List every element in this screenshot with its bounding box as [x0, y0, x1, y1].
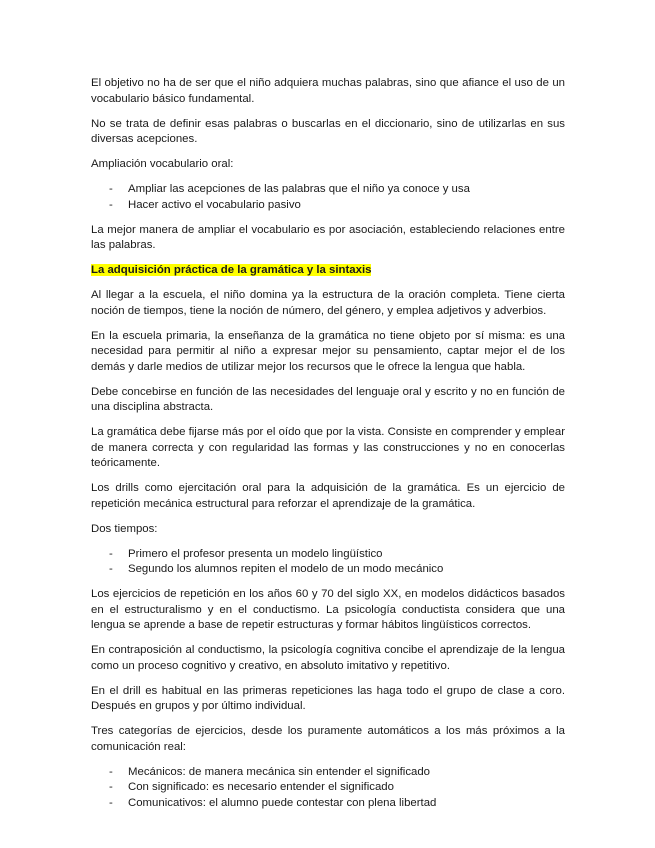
- paragraph-drill-groups: En el drill es habitual en las primeras repeticiones las haga todo el grupo de clase a coro. Después en grupos y por último individual.: [91, 684, 565, 712]
- paragraph-school-arrival: Al llegar a la escuela, el niño domina ya la estructura de la oración completa. Tiene cierta noción de tiempos, tiene la noción de número, del género, y emplea adjetivos y adverbios.: [91, 289, 565, 317]
- dash-bullet: -: [109, 781, 113, 793]
- paragraph-association: La mejor manera de ampliar el vocabulario es por asociación, estableciendo relaciones entre las palabras.: [91, 223, 565, 251]
- paragraph-grammar-ear: La gramática debe fijarse más por el oído que por la vista. Consiste en comprender y emplear de manera correcta y con regularidad las formas y las construcciones y no en conocerlas teóricamente.: [91, 426, 565, 469]
- list-item: [91, 796, 565, 812]
- list-item-text: Segundo los alumnos repiten el modelo de un modo mecánico: [128, 563, 444, 575]
- dash-bullet: -: [109, 183, 113, 195]
- list-item-text: Con significado: es necesario entender el significado: [128, 781, 394, 793]
- dash-bullet: -: [109, 796, 113, 809]
- section-heading-text: La adquisición práctica de la gramática y la sintaxis: [91, 264, 372, 276]
- list-item-text: Primero el profesor presenta un modelo lingüístico: [128, 547, 383, 560]
- list-item: [91, 547, 565, 563]
- list-item-text: Comunicativos: el alumno puede contestar con plena libertad: [128, 796, 437, 809]
- paragraph-oral-vocabulary-label: Ampliación vocabulario oral:: [91, 158, 234, 170]
- section-heading: [91, 263, 565, 279]
- dash-bullet: -: [109, 547, 113, 560]
- paragraph-drills: Los drills como ejercitación oral para la adquisición de la gramática. Es un ejercicio de repetición mecánica estructural para reforzar el aprendizaje de la gramática.: [91, 482, 565, 510]
- paragraph-oral-written-needs: Debe concebirse en función de las necesidades del lenguaje oral y escrito y no en función de una disciplina abstracta.: [91, 385, 565, 413]
- paragraph-cognitive-psychology: En contraposición al conductismo, la psicología cognitiva concibe el aprendizaje de la lengua como un proceso cognitivo y creativo, en absoluto imitativo y repetitivo.: [91, 644, 565, 672]
- list-item-text: Mecánicos: de manera mecánica sin entender el significado: [128, 765, 431, 778]
- paragraph-repetition-history: Los ejercicios de repetición en los años 60 y 70 del siglo XX, en modelos didácticos basados en el estructuralismo y en el conductismo. La psicología conductista considera que una lengua se aprende a base de repetir estructuras y formar hábitos lingüísticos correctos.: [91, 588, 565, 631]
- list-item: [91, 562, 565, 578]
- list-item-text: Ampliar las acepciones de las palabras que el niño ya conoce y usa: [128, 183, 470, 195]
- dash-bullet: -: [109, 765, 113, 778]
- list-two-stages: [91, 547, 565, 578]
- document-page: [91, 76, 565, 821]
- paragraph-exercise-categories: Tres categorías de ejercicios, desde los puramente automáticos a los más próximos a la comunicación real:: [91, 725, 565, 753]
- list-oral-vocabulary: [91, 182, 565, 213]
- list-item: [91, 198, 565, 214]
- list-item: [91, 182, 565, 198]
- paragraph-definitions: No se trata de definir esas palabras o buscarlas en el diccionario, sino de utilizarlas en sus diversas acepciones.: [91, 117, 565, 145]
- paragraph-primary-school: En la escuela primaria, la enseñanza de la gramática no tiene objeto por sí misma: es una necesidad para permitir al niño a expresar mejor su pensamiento, captar mejor el de los demás y darle medios de utilizar mejor los recursos que le ofrece la lengua que habla.: [91, 329, 565, 373]
- dash-bullet: -: [109, 198, 113, 211]
- dash-bullet: -: [109, 563, 113, 575]
- list-item: [91, 780, 565, 796]
- list-exercise-categories: [91, 765, 565, 812]
- list-item-text: Hacer activo el vocabulario pasivo: [128, 198, 301, 211]
- paragraph-vocabulary-objective: El objetivo no ha de ser que el niño adquiera muchas palabras, sino que afiance el uso de un vocabulario básico fundamental.: [91, 77, 565, 105]
- paragraph-two-stages-label: Dos tiempos:: [91, 522, 158, 535]
- list-item: [91, 765, 565, 781]
